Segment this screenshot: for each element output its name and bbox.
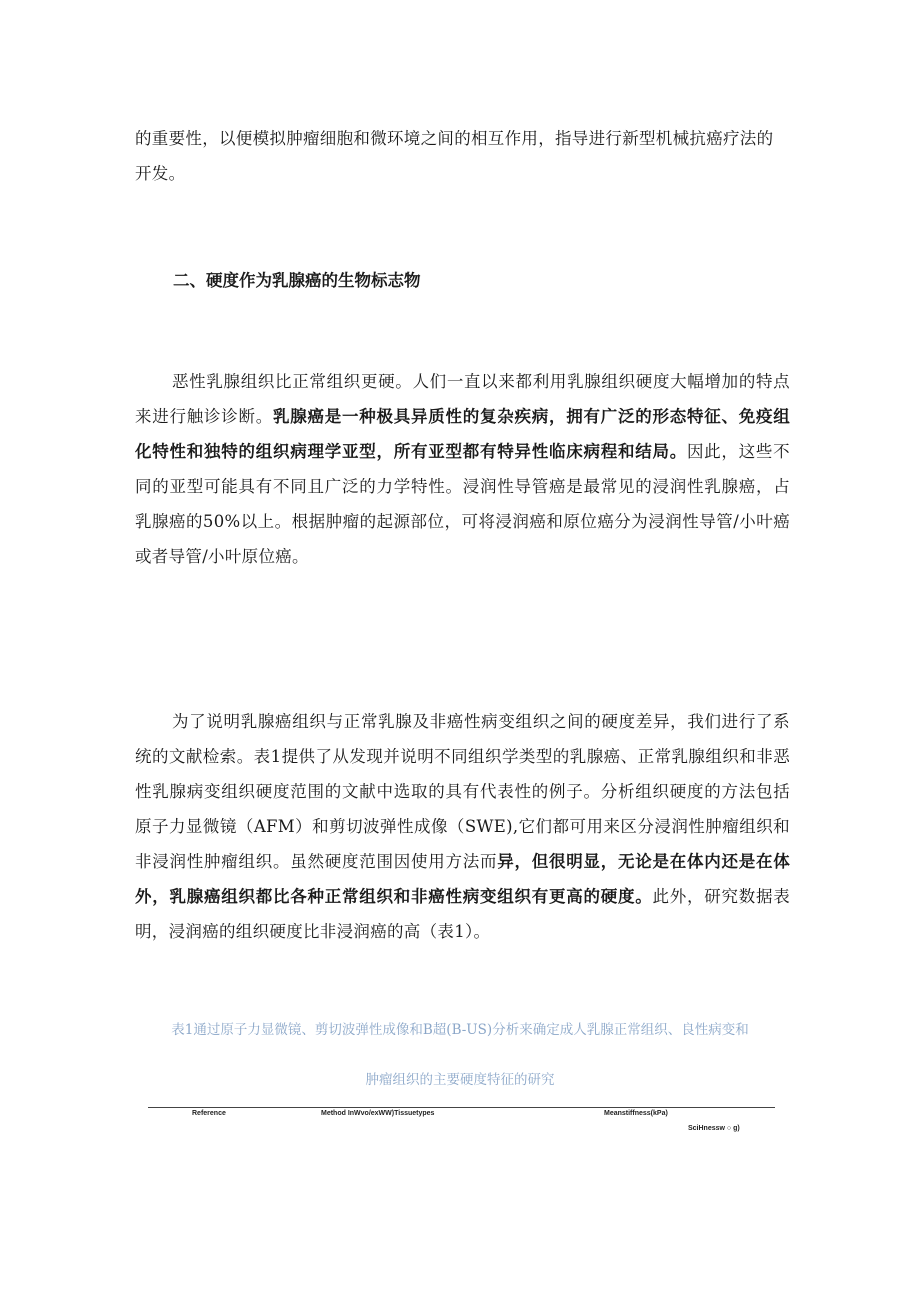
table-top-rule (148, 1107, 775, 1108)
paragraph-intro (135, 121, 790, 191)
table-header-subheader: SciHnessw ○ g) (688, 1125, 740, 1132)
table-caption-line2: 肿瘤组织的主要硬度特征的研究 (365, 1072, 555, 1088)
table-header-mean-stiffness: Meanstiffness(kPa) (604, 1110, 668, 1117)
table-header-reference: Reference (192, 1110, 226, 1117)
paragraph-intro-line2: 开发。 (135, 164, 186, 183)
paragraph-literature-s1: 为了说明乳腺癌组织与正常乳腺及非癌性病变组织之间的硬度差异，我们进行了系统的文献检索。表1提供了从发现并说明不同组织学类型的乳腺癌、正常乳腺组织和非恶性乳腺病变组织硬度范围的文献中选取的具有代表性的例子。分析组织硬度的方法包括原子力显微镜（AFM）和剪切波弹性成像（SWE),它们都可用来区分浸润性肿瘤组织和非浸润性肿瘤组织。虽然硬度范围因使用方法而 (135, 712, 790, 871)
paragraph-stiffness-bold: 乳腺癌是一种极具异质性的复杂疾病，拥有广泛的形态特征、免疫组化特性和独特的组织病理学亚型，所有亚型都有特异性临床病程和结局。 (135, 407, 791, 461)
paragraph-stiffness-s1: 恶性乳腺组织比正常组织更硬。人们一直以来都利用乳腺组织硬度大幅增加的特点来进行触诊诊断。 (135, 372, 790, 426)
paragraph-stiffness-s3: 因此，这些不同的亚型可能具有不同且广泛的力学特性。浸润性导管癌是最常见的浸润性乳腺癌，占乳腺癌的50%以上。根据肿瘤的起源部位，可将浸润癌和原位癌分为浸润性导管/小叶癌或者导管/小叶原位癌。 (135, 442, 790, 566)
paragraph-stiffness (135, 364, 790, 574)
table-header-method: Method InWvo/exWW)Tissuetypes (321, 1110, 435, 1117)
paragraph-literature-s3: 此外，研究数据表明，浸润癌的组织硬度比非浸润癌的高（表1）。 (135, 887, 791, 941)
table-caption-line1: 表1通过原子力显微镜、剪切波弹性成像和B超(B-US)分析来确定成人乳腺正常组织、良性病变和 (171, 1022, 749, 1038)
paragraph-literature (135, 704, 790, 949)
section-heading: 二、硬度作为乳腺癌的生物标志物 (173, 271, 421, 290)
paragraph-intro-line1: 的重要性，以便模拟肿瘤细胞和微环境之间的相互作用，指导进行新型机械抗癌疗法的 (135, 129, 774, 148)
paragraph-literature-bold: 异，但很明显，无论是在体内还是在体外，乳腺癌组织都比各种正常组织和非癌性病变组织有更高的硬度。 (135, 852, 790, 906)
